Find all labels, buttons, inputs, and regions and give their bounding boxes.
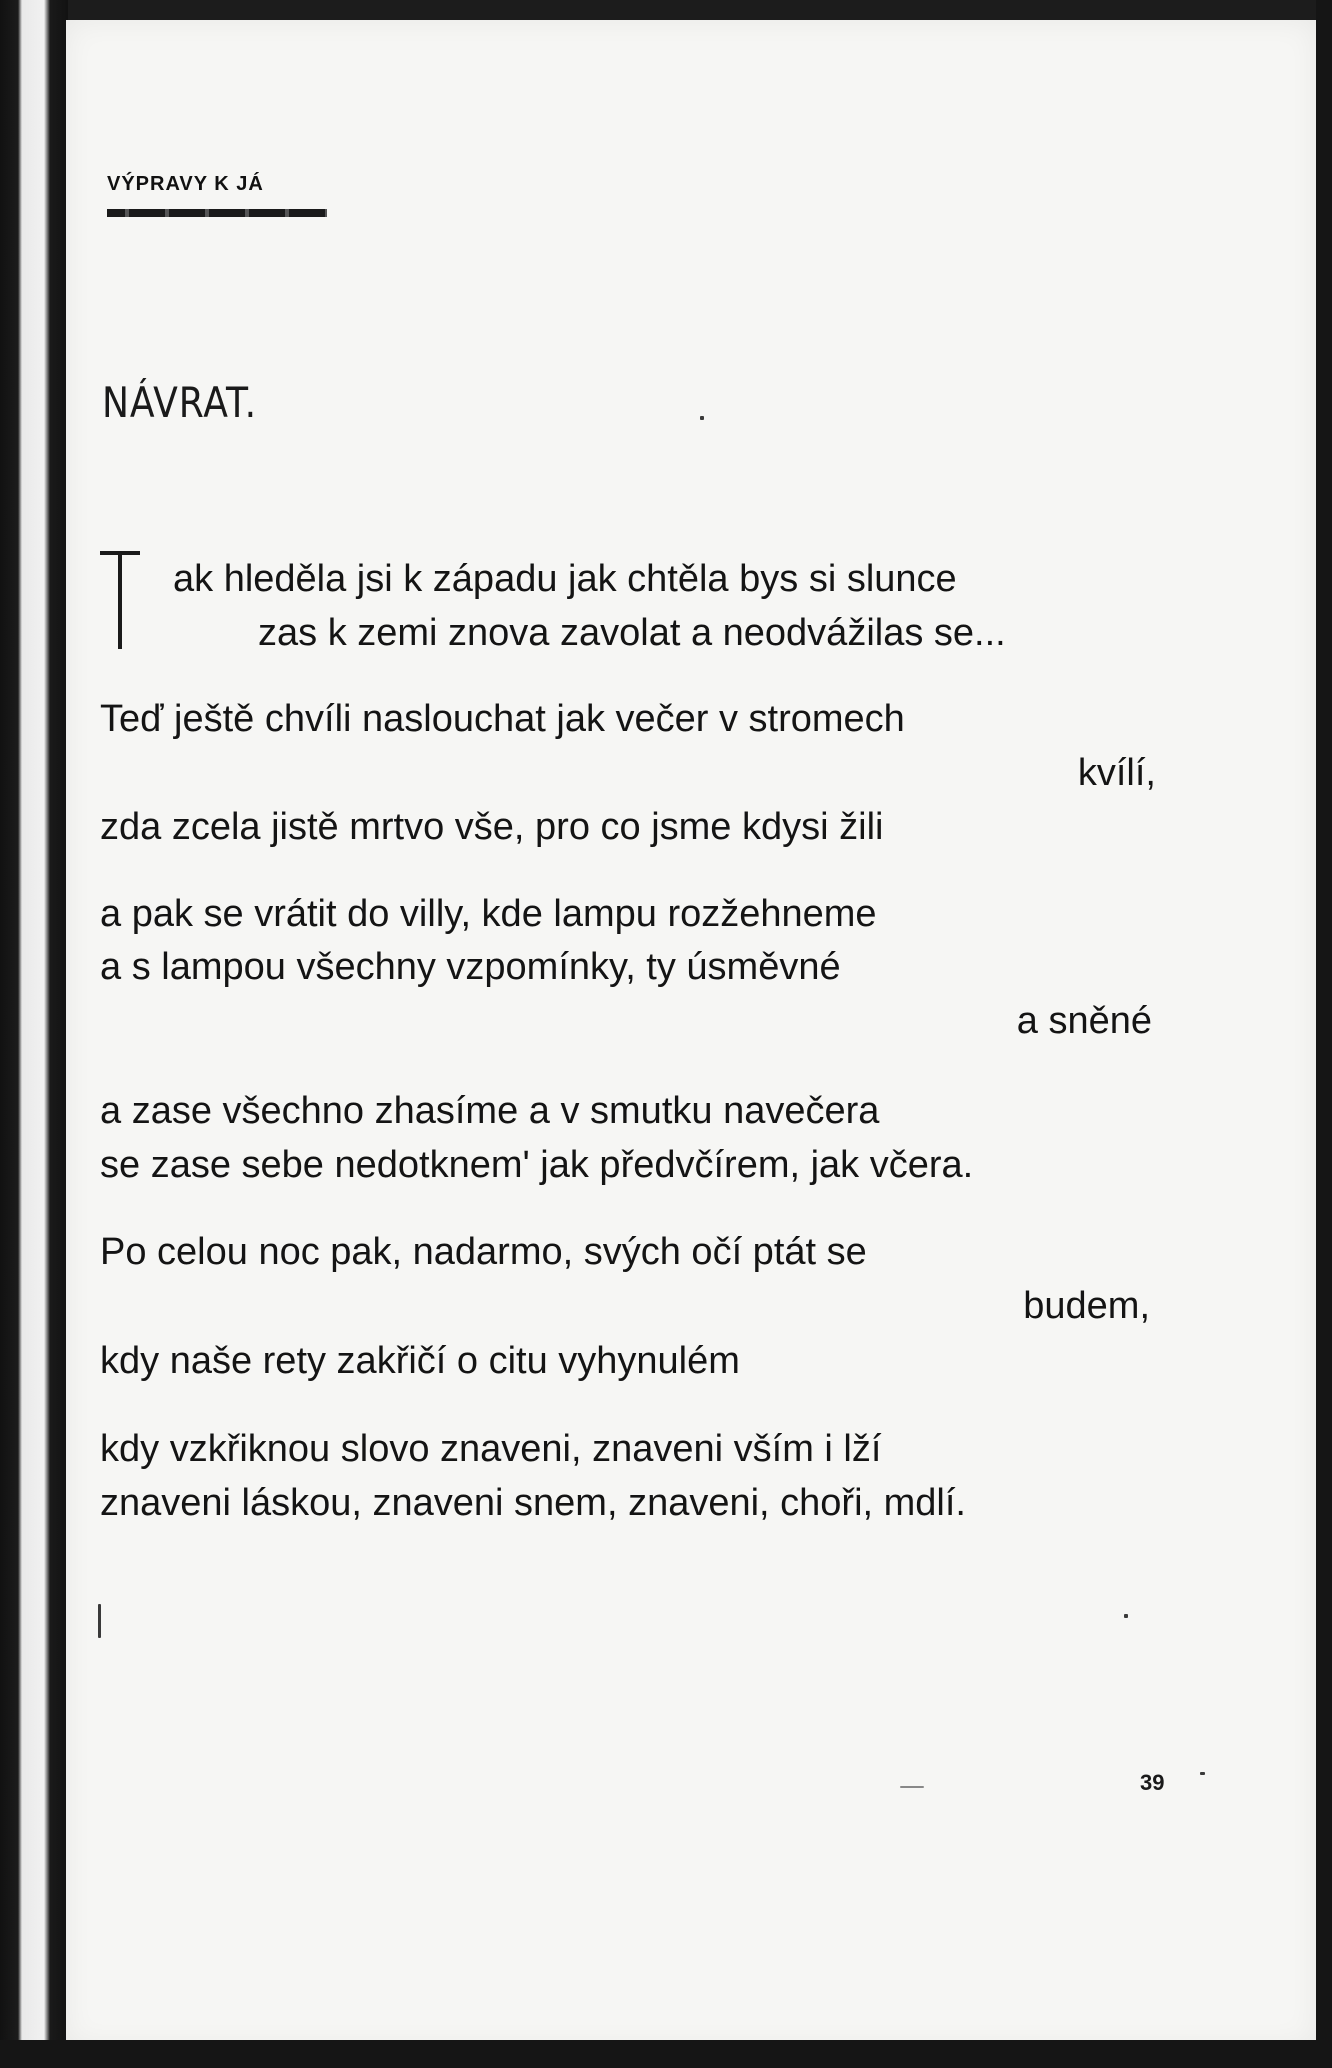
poem-line-continuation: a sněné: [1016, 1000, 1152, 1042]
drop-cap-stem: [118, 551, 122, 649]
poem-line: Teď ještě chvíli naslouchat jak večer v stromech: [100, 698, 905, 740]
poem-line: a s lampou všechny vzpomínky, ty úsměvné: [100, 946, 841, 988]
poem-line: znaveni láskou, znaveni snem, znaveni, choři, mdlí.: [100, 1482, 966, 1524]
drop-cap-letter: [100, 551, 101, 552]
running-header: VÝPRAVY K JÁ: [107, 173, 264, 195]
page-number: 39: [1140, 1770, 1165, 1795]
bottom-edge: [0, 2040, 1332, 2068]
right-edge: [1316, 0, 1332, 2068]
poem-line: Po celou noc pak, nadarmo, svých očí ptát se: [100, 1231, 867, 1273]
poem-line-continuation: budem,: [1023, 1285, 1150, 1327]
poem-line-continuation: kvílí,: [1077, 752, 1156, 794]
poem-line: a zase všechno zhasíme a v smutku navečera: [100, 1090, 880, 1132]
poem-line: zas k zemi znova zavolat a neodvážilas se...: [258, 612, 1006, 654]
header-rule: [107, 209, 327, 217]
poem-title: NÁVRAT.: [102, 378, 257, 427]
poem-line: kdy vzkřiknou slovo znaveni, znaveni vším i lží: [100, 1428, 882, 1470]
scan-artifact: [900, 1786, 924, 1788]
poem-line: kdy naše rety zakřičí o citu vyhynulém: [100, 1340, 740, 1382]
drop-cap: [100, 551, 140, 649]
poem-line: se zase sebe nedotknem' jak předvčírem, jak včera.: [100, 1144, 974, 1186]
binding-edge: [0, 0, 68, 2068]
poem-line: a pak se vrátit do villy, kde lampu rozžehneme: [100, 893, 877, 935]
scan-artifact: [1124, 1614, 1128, 1618]
scan-artifact: [700, 416, 704, 420]
scan-artifact: [1200, 1772, 1205, 1775]
poem-line: zda zcela jistě mrtvo vše, pro co jsme kdysi žili: [100, 806, 884, 848]
poem-line: ak hleděla jsi k západu jak chtěla bys si slunce: [173, 558, 957, 600]
scan-artifact: [98, 1604, 101, 1638]
